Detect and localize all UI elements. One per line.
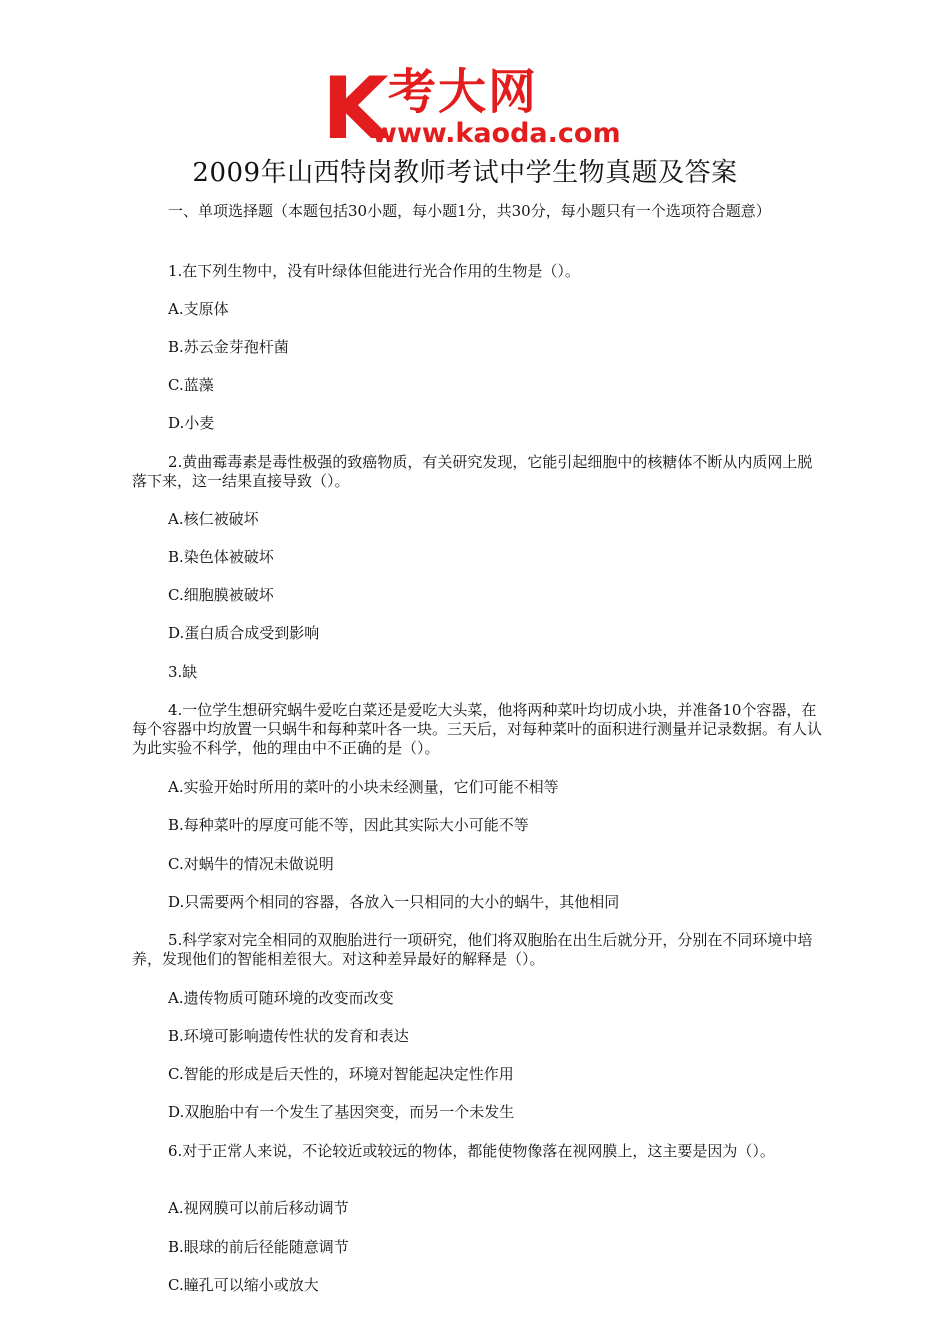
logo-url-text: www.kaoda.com: [372, 118, 621, 149]
question-text: 1.在下列生物中，没有叶绿体但能进行光合作用的生物是（）。: [168, 262, 580, 280]
option-text: C.细胞膜被破坏: [168, 586, 274, 604]
page-title-text: 2009年山西特岗教师考试中学生物真题及答案: [192, 158, 738, 188]
logo-k-mark: K: [322, 62, 389, 150]
option-text: B.染色体被破坏: [168, 548, 274, 566]
option-text: B.环境可影响遗传性状的发育和表达: [168, 1027, 409, 1045]
option-text: D.小麦: [168, 414, 215, 432]
logo-brand-text: 考大网: [388, 64, 539, 120]
option-text: C.蓝藻: [168, 376, 214, 394]
question-text: 2.黄曲霉毒素是毒性极强的致癌物质，有关研究发现，它能引起细胞中的核糖体不断从内质网上脱落下来，这一结果直接导致（）。: [132, 453, 813, 490]
kaoda-logo: [322, 62, 642, 150]
option-text: D.双胞胎中有一个发生了基因突变，而另一个未发生: [168, 1103, 515, 1121]
option-text: D.只需要两个相同的容器，各放入一只相同的大小的蜗牛，其他相同: [168, 893, 620, 911]
option-text: B.每种菜叶的厚度可能不等，因此其实际大小可能不等: [168, 816, 529, 834]
option-text: A.视网膜可以前后移动调节: [168, 1199, 349, 1217]
option-text: B.眼球的前后径能随意调节: [168, 1238, 349, 1256]
option-text: A.核仁被破坏: [168, 510, 259, 528]
question-text: 4.一位学生想研究蜗牛爱吃白菜还是爱吃大头菜，他将两种菜叶均切成小块，并准备10个容器，在每个容器中均放置一只蜗牛和每种菜叶各一块。三天后，对每种菜叶的面积进行测量并记录数据。有人认为此实验不科学，他的理由中不正确的是（）。: [132, 701, 823, 757]
question-text: 6.对于正常人来说，不论较近或较远的物体，都能使物像落在视网膜上，这主要是因为（）。: [168, 1142, 775, 1160]
page-title: [0, 152, 950, 189]
option-text: A.遗传物质可随环境的改变而改变: [168, 989, 394, 1007]
section-heading: 一、单项选择题（本题包括30小题，每小题1分，共30分，每小题只有一个选项符合题意）: [168, 202, 771, 220]
question-text: 5.科学家对完全相同的双胞胎进行一项研究，他们将双胞胎在出生后就分开，分别在不同环境中培养，发现他们的智能相差很大。对这种差异最好的解释是（）。: [132, 931, 813, 968]
option-text: B.苏云金芽孢杆菌: [168, 338, 289, 356]
option-text: D.蛋白质合成受到影响: [168, 624, 320, 642]
option-text: A.支原体: [168, 300, 229, 318]
option-text: 3.缺: [168, 663, 198, 681]
option-text: C.瞳孔可以缩小或放大: [168, 1276, 319, 1294]
option-text: C.对蜗牛的情况未做说明: [168, 855, 334, 873]
option-text: A.实验开始时所用的菜叶的小块未经测量，它们可能不相等: [168, 778, 559, 796]
option-text: C.智能的形成是后天性的，环境对智能起决定性作用: [168, 1065, 514, 1083]
